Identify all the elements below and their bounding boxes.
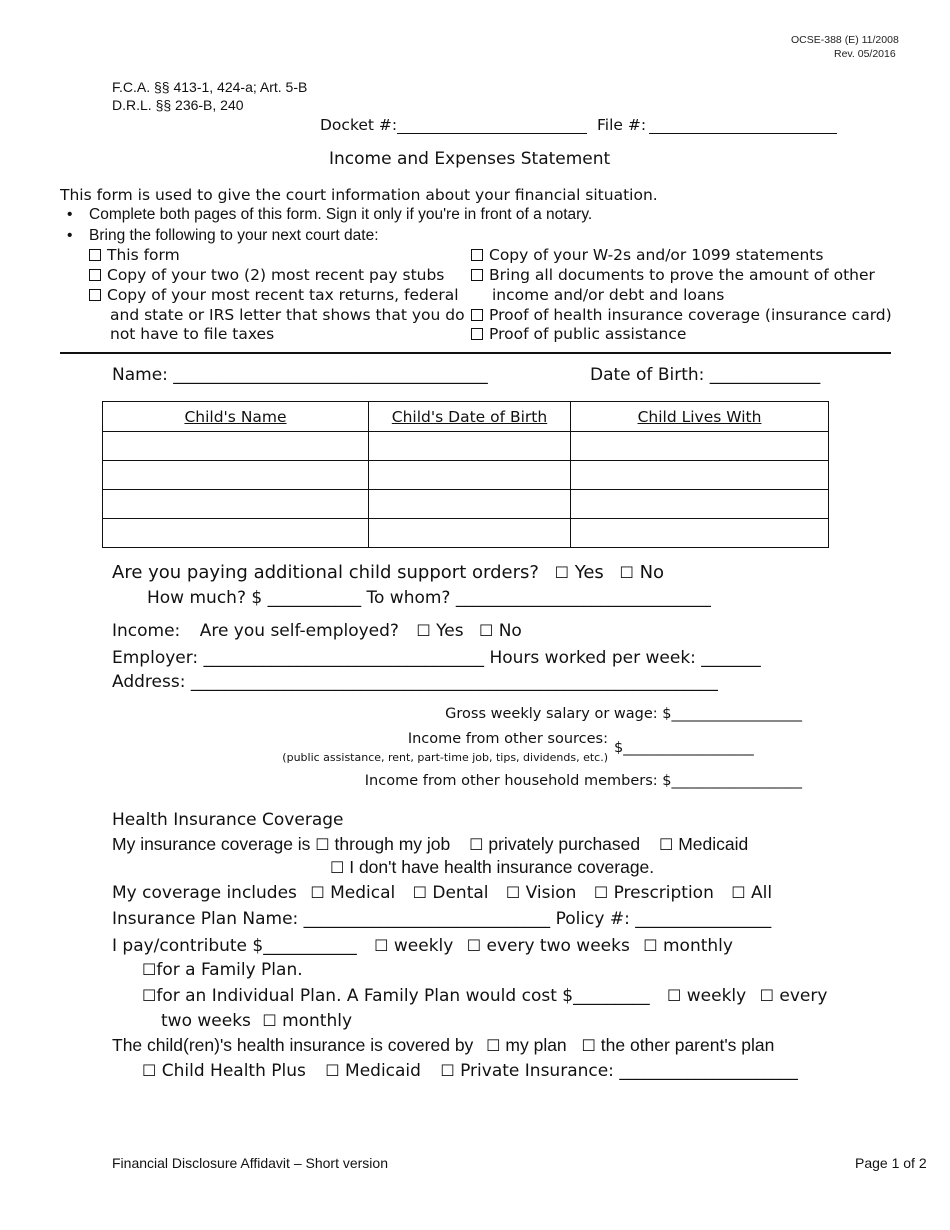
table-cell[interactable] [369, 490, 571, 519]
support-how-much-field[interactable]: How much? $ ___________ To whom? ______________________________ [147, 588, 711, 608]
file-field[interactable] [649, 116, 837, 134]
private-insurance-option[interactable]: ☐ Private Insurance: _____________________ [440, 1061, 798, 1081]
child-health-plus-option[interactable]: ☐ Child Health Plus [142, 1061, 306, 1081]
table-cell[interactable] [103, 519, 369, 548]
medicaid-option[interactable]: ☐ Medicaid [659, 834, 749, 854]
individual-monthly-option[interactable]: ☐ monthly [262, 1011, 353, 1031]
children-table [102, 401, 829, 548]
dental-option[interactable]: ☐ Dental [412, 883, 489, 903]
table-cell[interactable] [103, 432, 369, 461]
all-option[interactable]: ☐ All [731, 883, 773, 903]
table-cell[interactable] [369, 519, 571, 548]
checkbox[interactable] [471, 269, 483, 281]
checklist-insurance-card: Proof of health insurance coverage (insurance card) [471, 306, 892, 324]
bullet-bring: • Bring the following to your next court date: [89, 227, 379, 245]
form-code: OCSE-388 (E) 11/2008 [791, 34, 899, 46]
self-employed-yes[interactable]: ☐ Yes [416, 621, 464, 641]
file-label: File #: [597, 116, 647, 134]
section-divider [60, 352, 891, 354]
page-number: Page 1 of 2 [855, 1155, 927, 1171]
table-cell[interactable] [369, 461, 571, 490]
support-yes-option[interactable]: ☐ Yes [554, 562, 604, 583]
table-row [103, 490, 829, 519]
health-heading: Health Insurance Coverage [112, 810, 344, 830]
checkbox[interactable] [471, 249, 483, 261]
family-plan-option[interactable]: ☐for a Family Plan. [142, 960, 303, 980]
table-cell[interactable] [571, 432, 829, 461]
privately-option[interactable]: ☐ privately purchased [469, 834, 641, 854]
checklist-documents: Bring all documents to prove the amount of other [471, 266, 875, 284]
page-title: Income and Expenses Statement [329, 149, 611, 169]
plan-name-field[interactable]: Insurance Plan Name: _____________________________ Policy #: ________________ [112, 909, 772, 929]
my-plan-option[interactable]: ☐ my plan [486, 1035, 567, 1055]
statute-drl: D.R.L. §§ 236-B, 240 [112, 97, 244, 113]
table-row [103, 432, 829, 461]
checkbox[interactable] [89, 249, 101, 261]
docket-label: Docket #: [320, 116, 398, 134]
medical-option[interactable]: ☐ Medical [310, 883, 396, 903]
checklist-w2: Copy of your W-2s and/or 1099 statements [471, 246, 823, 264]
two-weeks-label: two weeks [161, 1011, 251, 1031]
vision-option[interactable]: ☐ Vision [505, 883, 577, 903]
checklist-pay-stubs: Copy of your two (2) most recent pay stubs [89, 266, 444, 284]
checkbox[interactable] [471, 309, 483, 321]
table-cell[interactable] [571, 461, 829, 490]
children-covered-row [112, 1035, 774, 1056]
bullet-complete: • Complete both pages of this form. Sign it only if you're in front of a notary. [89, 206, 592, 224]
support-question: Are you paying additional child support orders? [112, 562, 539, 583]
employer-field[interactable]: Employer: _________________________________ Hours worked per week: _______ [112, 648, 761, 668]
individual-plan-cont [161, 1011, 352, 1031]
table-row [103, 519, 829, 548]
table-row [103, 461, 829, 490]
no-coverage-option[interactable]: ☐ I don't have health insurance coverage. [330, 857, 655, 877]
column-header-child-name: Child's Name [103, 402, 369, 432]
intro-text: This form is used to give the court information about your financial situation. [60, 186, 658, 204]
table-cell[interactable] [571, 490, 829, 519]
address-field[interactable]: Address: ______________________________________________________________ [112, 672, 718, 692]
table-cell[interactable] [103, 490, 369, 519]
other-sources-note: (public assistance, rent, part-time job, tips, dividends, etc.) [282, 751, 608, 764]
children-medicaid-option[interactable]: ☐ Medicaid [325, 1061, 421, 1081]
support-question-row [112, 562, 664, 583]
monthly-option[interactable]: ☐ monthly [643, 936, 733, 956]
column-header-child-dob: Child's Date of Birth [369, 402, 571, 432]
checklist-tax-returns-cont2: not have to file taxes [110, 325, 275, 343]
self-employed-question: Are you self-employed? [199, 621, 399, 641]
includes-label: My coverage includes [112, 883, 297, 903]
checklist-tax-returns-cont: and state or IRS letter that shows that you do [110, 306, 465, 324]
other-sources-field[interactable]: $__________________ [614, 740, 754, 756]
dob-field[interactable]: Date of Birth: _____________ [590, 365, 821, 385]
checkbox[interactable] [89, 269, 101, 281]
checklist-documents-cont: income and/or debt and loans [492, 286, 725, 304]
income-label: Income: [112, 621, 181, 641]
self-employed-no[interactable]: ☐ No [478, 621, 522, 641]
individual-weekly-option[interactable]: ☐ weekly [667, 986, 747, 1006]
pay-contribute-field[interactable]: I pay/contribute $___________ [112, 936, 357, 956]
column-header-lives-with: Child Lives With [571, 402, 829, 432]
every-two-weeks-option[interactable]: ☐ every two weeks [466, 936, 630, 956]
income-row [112, 621, 522, 641]
gross-weekly-field[interactable]: Gross weekly salary or wage: $__________________ [445, 706, 802, 722]
docket-field[interactable] [397, 116, 587, 134]
coverage-includes-row [112, 883, 772, 903]
coverage-type-row [112, 834, 748, 855]
weekly-option[interactable]: ☐ weekly [374, 936, 454, 956]
checklist-this-form: This form [89, 246, 180, 264]
checklist-public-assistance: Proof of public assistance [471, 325, 686, 343]
other-sources-label: Income from other sources: [407, 731, 608, 747]
footer-title: Financial Disclosure Affidavit – Short version [112, 1155, 388, 1171]
revision: Rev. 05/2016 [834, 48, 896, 60]
children-covered-label: The child(ren)'s health insurance is covered by [112, 1035, 474, 1055]
table-header-row [103, 402, 829, 432]
checklist-tax-returns: Copy of your most recent tax returns, federal [89, 286, 459, 304]
individual-every-option[interactable]: ☐ every [759, 986, 828, 1006]
table-cell[interactable] [103, 461, 369, 490]
pay-contribute-row [112, 936, 733, 956]
checkbox[interactable] [471, 328, 483, 340]
coverage-is-label: My insurance coverage is [112, 834, 311, 854]
individual-plan-option[interactable]: ☐for an Individual Plan. A Family Plan would cost $_________ [142, 986, 650, 1006]
individual-plan-row [142, 986, 827, 1006]
checkbox[interactable] [89, 289, 101, 301]
support-no-option[interactable]: ☐ No [619, 562, 665, 583]
household-income-field[interactable]: Income from other household members: $__________________ [364, 773, 802, 789]
table-cell[interactable] [571, 519, 829, 548]
prescription-option[interactable]: ☐ Prescription [593, 883, 714, 903]
name-field[interactable]: Name: _____________________________________ [112, 365, 488, 385]
through-job-option[interactable]: ☐ through my job [315, 834, 451, 854]
table-cell[interactable] [369, 432, 571, 461]
other-parent-option[interactable]: ☐ the other parent's plan [581, 1035, 775, 1055]
statute-fca: F.C.A. §§ 413-1, 424-a; Art. 5-B [112, 79, 308, 95]
children-plan-row [142, 1061, 798, 1081]
